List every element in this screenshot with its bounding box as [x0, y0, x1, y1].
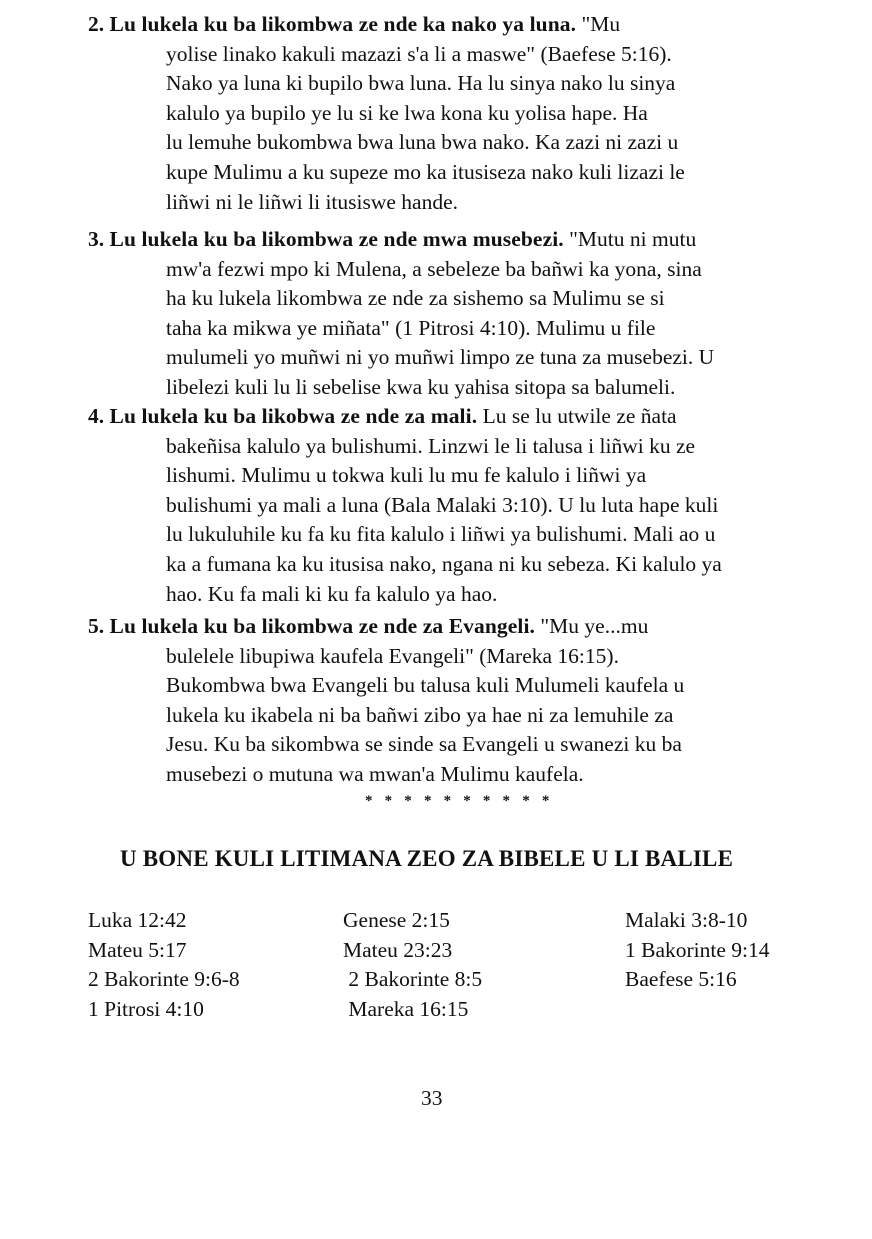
bible-reference: Mareka 16:15: [343, 996, 469, 1021]
text-line: yolise linako kakuli mazazi s'a li a maswe" (Baefese 5:16).: [166, 41, 672, 66]
text-line: Jesu. Ku ba sikombwa se sinde sa Evangeli u swanezi ku ba: [166, 732, 682, 757]
numbered-paragraph-2: [88, 10, 848, 217]
text-line: bulelele libupiwa kaufela Evangeli" (Mareka 16:15).: [166, 643, 619, 668]
page-number: 33: [421, 1086, 443, 1110]
item-number: 2.: [88, 12, 105, 36]
reference-column-1: [88, 906, 240, 1024]
item-title: Lu lukela ku ba likobwa ze nde za mali.: [109, 404, 478, 428]
bible-reference: 2 Bakorinte 8:5: [343, 967, 483, 992]
bible-reference: Genese 2:15: [343, 908, 450, 932]
text-line: ka a fumana ka ku itusisa nako, ngana ni ku sebeza. Ki kalulo ya: [166, 551, 722, 576]
item-title: Lu lukela ku ba likombwa ze nde za Evangeli.: [109, 614, 536, 638]
text-line: "Mu: [576, 12, 621, 36]
bible-reference: Mateu 5:17: [88, 937, 187, 962]
text-line: lu lemuhe bukombwa bwa luna bwa nako. Ka zazi ni zazi u: [166, 130, 679, 155]
paragraph-first-line: [88, 225, 848, 255]
text-line: hao. Ku fa mali ki ku fa kalulo ya hao.: [166, 581, 498, 606]
text-line: bakeñisa kalulo ya bulishumi. Linzwi le li talusa i liñwi ku ze: [166, 433, 696, 458]
numbered-paragraph-4: [88, 402, 848, 609]
text-line: libelezi kuli lu li sebelise kwa ku yahisa sitopa sa balumeli.: [166, 374, 676, 399]
text-line: liñwi ni le liñwi li itusiswe hande.: [166, 189, 459, 214]
text-line: Bukombwa bwa Evangeli bu talusa kuli Mulumeli kaufela u: [166, 673, 685, 698]
text-line: lukela ku ikabela ni ba bañwi zibo ya hae ni za lemuhile za: [166, 702, 674, 727]
text-line: lishumi. Mulimu u tokwa kuli lu mu fe kalulo i liñwi ya: [166, 463, 647, 488]
text-line: bulishumi ya mali a luna (Bala Malaki 3:10). U lu luta hape kuli: [166, 492, 719, 517]
reference-column-2: [343, 906, 482, 1024]
bible-reference: Mateu 23:23: [343, 937, 453, 962]
bible-reference: 1 Bakorinte 9:14: [625, 937, 770, 962]
bible-reference: Luka 12:42: [88, 908, 187, 932]
text-line: "Mu ye...mu: [535, 614, 649, 638]
item-number: 4.: [88, 404, 105, 428]
paragraph-first-line: [88, 402, 848, 432]
text-line: mulumeli yo muñwi ni yo muñwi limpo ze tuna za musebezi. U: [166, 345, 715, 370]
section-separator: * * * * * * * * * *: [365, 793, 554, 809]
text-line: mw'a fezwi mpo ki Mulena, a sebeleze ba bañwi ka yona, sina: [166, 256, 702, 281]
text-line: lu lukuluhile ku fa ku fita kalulo i liñwi ya bulishumi. Mali ao u: [166, 522, 716, 547]
bible-reference: Baefese 5:16: [625, 967, 737, 992]
text-line: musebezi o mutuna wa mwan'a Mulimu kaufela.: [166, 761, 584, 786]
text-line: "Mutu ni mutu: [563, 227, 697, 251]
item-title: Lu lukela ku ba likombwa ze nde ka nako ya luna.: [109, 12, 577, 36]
bible-reference: Malaki 3:8-10: [625, 908, 748, 932]
text-line: ha ku lukela likombwa ze nde za sishemo sa Mulimu se si: [166, 286, 665, 311]
paragraph-first-line: [88, 612, 848, 642]
numbered-paragraph-5: [88, 612, 848, 790]
bible-reference: 1 Pitrosi 4:10: [88, 996, 204, 1021]
reference-column-3: [625, 906, 770, 995]
text-line: kupe Mulimu a ku supeze mo ka itusiseza nako kuli lizazi le: [166, 159, 685, 184]
item-title: Lu lukela ku ba likombwa ze nde mwa musebezi.: [109, 227, 564, 251]
text-line: Lu se lu utwile ze ñata: [477, 404, 677, 428]
numbered-paragraph-3: [88, 225, 848, 403]
text-line: Nako ya luna ki bupilo bwa luna. Ha lu sinya nako lu sinya: [166, 71, 676, 96]
text-line: kalulo ya bupilo ye lu si ke lwa kona ku yolisa hape. Ha: [166, 100, 648, 125]
paragraph-first-line: [88, 10, 848, 40]
item-number: 5.: [88, 614, 105, 638]
item-number: 3.: [88, 227, 105, 251]
text-line: taha ka mikwa ye miñata" (1 Pitrosi 4:10). Mulimu u file: [166, 315, 656, 340]
bible-reference: 2 Bakorinte 9:6-8: [88, 967, 240, 992]
section-heading: U BONE KULI LITIMANA ZEO ZA BIBELE U LI BALILE: [120, 846, 734, 871]
